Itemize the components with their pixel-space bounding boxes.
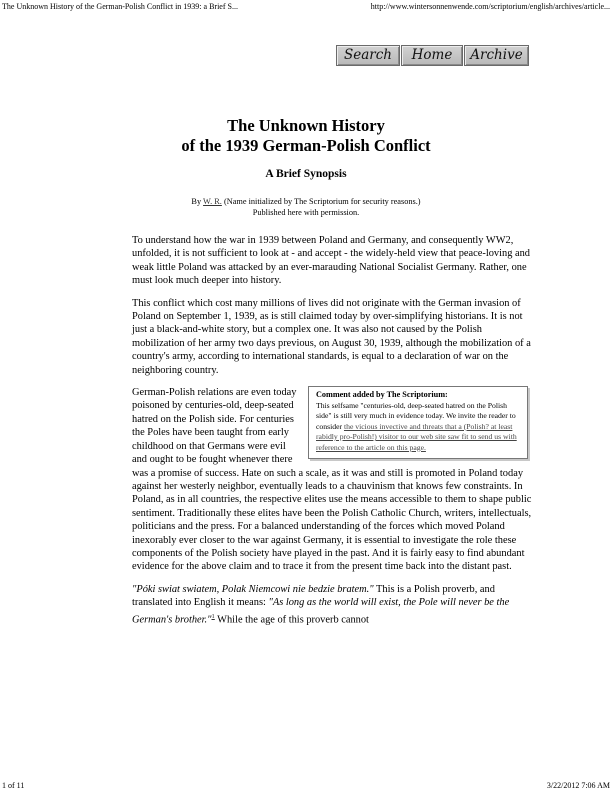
- paragraph-1: To understand how the war in 1939 between Poland and Germany, and consequently WW2, unfolded, it is not sufficient to look at - and accept - the widely-held view that peace-loving and weak little Poland was attacked by an ever-marauding National Socialist Germany. Rather, one must look much deeper into history.: [132, 235, 530, 287]
- page-title-line-2: of the 1939 German-Polish Conflict: [181, 136, 431, 155]
- print-header-url: http://www.wintersonnenwende.com/scriptorium/english/archives/article...: [370, 2, 610, 11]
- paragraph-3-wrap: [132, 386, 532, 574]
- paragraph-4-text-1: This is a Polish proverb, and translated into English it means:: [132, 583, 495, 609]
- author-link[interactable]: W. R.: [203, 197, 222, 206]
- search-button[interactable]: Search: [336, 45, 400, 66]
- paragraph-4-text-2: While the age of this proverb cannot: [214, 614, 369, 626]
- byline-permission: Published here with permission.: [252, 208, 360, 217]
- print-footer-page: 1 of 11: [2, 781, 25, 790]
- paragraph-4: [132, 583, 532, 627]
- comment-text: This selfsame "centuries-old, deep-seated hatred on the Polish side" is still very much in evidence today. We invite the reader to consider: [316, 400, 516, 431]
- proverb-translation: "As long as the world will exist, the Pole will never be the German's brother.": [132, 597, 510, 626]
- print-footer-date: 3/22/2012 7:06 AM: [546, 781, 610, 790]
- paragraph-3: German-Polish relations are even today poisoned by centuries-old, deep-seated hatred on the Polish side. For centuries the Poles have been taught from early childhood on that Germans were evil and ought to be fought whenever there was a promise of success. Hate on such a scale, as it was and still is promoted in Poland today against her westerly neighbor, eventually leads to a chauvinism that knows few constraints. In Poland, as in all countries, the respective elites use the means accessible to them to shape public sentiment. Traditionally these elites have been the Polish Catholic Church, writers, intellectuals, politicians and the press. For a balanced understanding of the forces which moved Poland inexorably ever closer to the war against Germany, it is essential to investigate the role these components of the Polish society have played in the past. And it is fairly easy to find abundant evidence for the above claim and to trace it from the present time back into the distant past.: [132, 387, 532, 573]
- page-title-line-1: The Unknown History: [227, 116, 385, 135]
- archive-button[interactable]: Archive: [464, 45, 529, 66]
- footnote-ref-1[interactable]: 1: [211, 612, 215, 620]
- comment-link[interactable]: the vicious invective and threats that a (Polish? at least rabidly pro-Polish!) visitor to our web site saw fit to send us with reference to the article on this page.: [316, 421, 517, 452]
- page-subtitle: A Brief Synopsis: [265, 168, 347, 180]
- byline-note: (Name initialized by The Scriptorium for security reasons.): [223, 197, 421, 206]
- byline-by: By: [191, 197, 202, 206]
- home-button[interactable]: Home: [401, 45, 463, 66]
- page-title: [0, 116, 612, 156]
- comment-heading: Comment added by The Scriptorium:: [316, 390, 448, 400]
- scriptorium-comment-box: [308, 386, 528, 459]
- print-header-title: The Unknown History of the German-Polish Conflict in 1939: a Brief S...: [2, 2, 238, 11]
- byline: [0, 196, 612, 218]
- article-body: [132, 234, 532, 635]
- paragraph-2: This conflict which cost many millions of lives did not originate with the German invasion of Poland on September 1, 1939, as is still claimed today by over-simplifying historians. It is not just a black-and-white story, but a complex one. It was also not caused by the Polish mobilization of her army two days previous, on August 30, 1939, although the mobilization of a country's army, according to international standards, is equal to a declaration of war on the neighboring country.: [132, 297, 531, 376]
- nav-bar: [336, 45, 529, 66]
- polish-proverb: "Póki swiat swiatem, Polak Niemcowi nie bedzie bratem.": [132, 583, 374, 595]
